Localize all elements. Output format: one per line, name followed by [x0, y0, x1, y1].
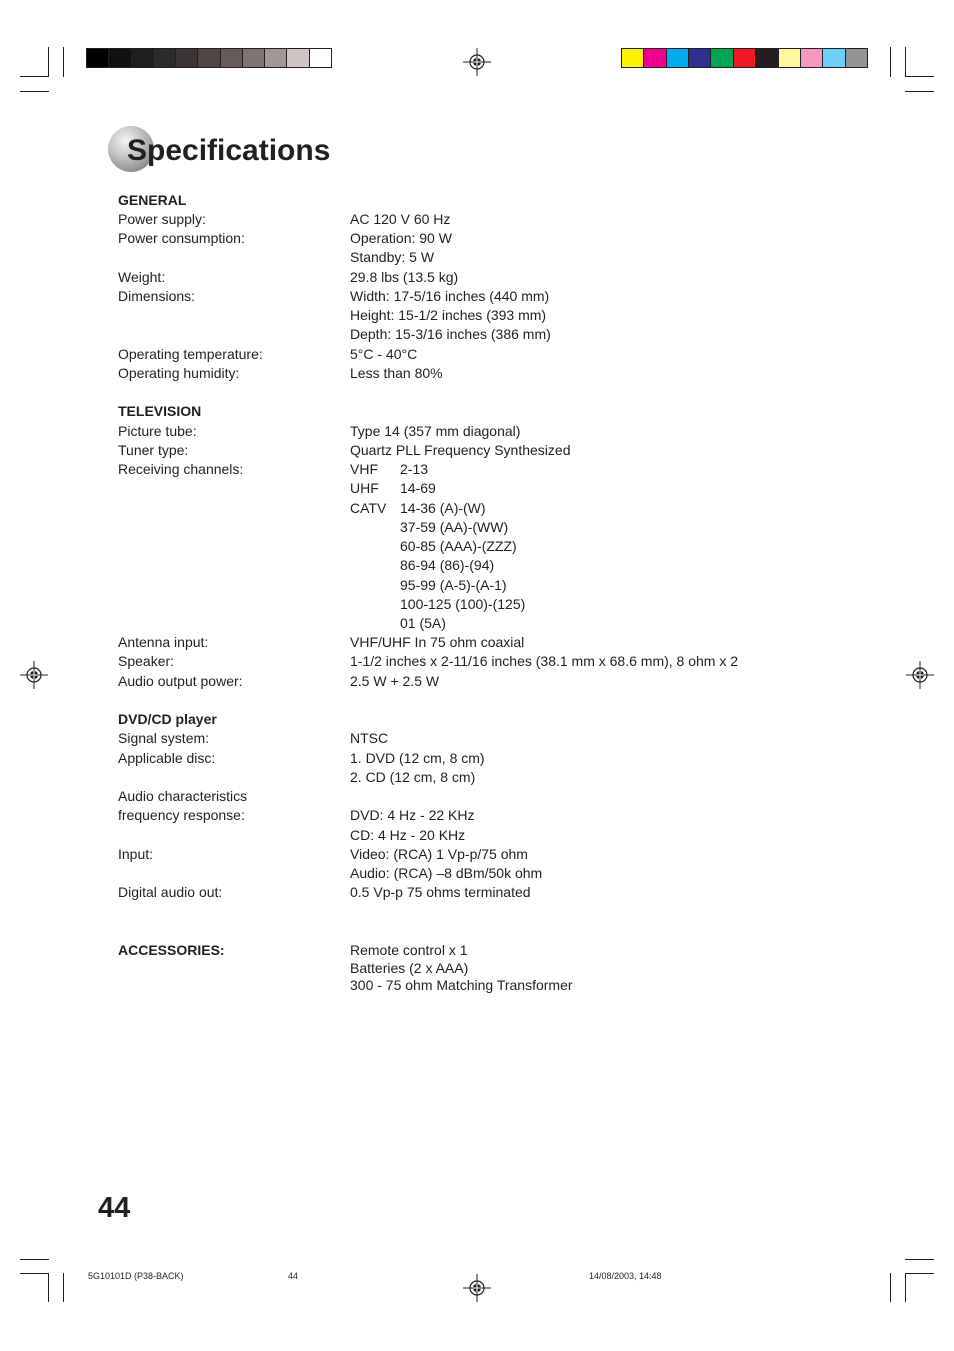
registration-mark-icon	[906, 661, 934, 689]
spec-value: Video: (RCA) 1 Vp-p/75 ohm	[350, 846, 528, 862]
spec-value: CATV	[350, 500, 387, 516]
spec-label: Audio characteristics	[118, 788, 248, 804]
accessory-item: Batteries (2 x AAA)	[350, 960, 469, 976]
color-swatch	[689, 49, 711, 67]
crop-mark	[48, 1273, 49, 1302]
spec-value: Operation: 90 W	[350, 230, 452, 246]
accessory-item: 300 - 75 ohm Matching Transformer	[350, 977, 573, 993]
spec-value: Less than 80%	[350, 365, 443, 381]
spec-label: Picture tube:	[118, 423, 197, 439]
page-title: Specifications	[127, 134, 331, 167]
spec-label: Power supply:	[118, 211, 206, 227]
color-swatch	[265, 49, 287, 67]
spec-label: Applicable disc:	[118, 750, 216, 766]
spec-value: CD: 4 Hz - 20 KHz	[350, 827, 466, 843]
spec-label: frequency response:	[118, 807, 245, 823]
color-swatch	[823, 49, 845, 67]
spec-label: Power consumption:	[118, 230, 245, 246]
color-swatch	[846, 49, 867, 67]
crop-mark	[905, 1273, 906, 1302]
spec-value: Depth: 15-3/16 inches (386 mm)	[350, 326, 551, 342]
spec-value: 5°C - 40°C	[350, 346, 418, 362]
spec-value: 0.5 Vp-p 75 ohms terminated	[350, 884, 531, 900]
catv-channel-range: 01 (5A)	[400, 615, 446, 631]
spec-value: Type 14 (357 mm diagonal)	[350, 423, 521, 439]
spec-label: Receiving channels:	[118, 461, 244, 477]
spec-value: 2. CD (12 cm, 8 cm)	[350, 769, 476, 785]
footer-timestamp: 14/08/2003, 14:48	[589, 1271, 662, 1281]
registration-mark-icon	[20, 661, 48, 689]
color-swatch	[132, 49, 154, 67]
color-swatch	[154, 49, 176, 67]
color-swatch	[287, 49, 309, 67]
spec-label: Audio output power:	[118, 673, 243, 689]
footer-page: 44	[288, 1271, 299, 1281]
crop-mark	[48, 47, 49, 77]
section-heading-television: TELEVISION	[118, 403, 202, 419]
crop-mark	[905, 47, 906, 77]
catv-channel-range: 14-36 (A)-(W)	[400, 500, 486, 516]
spec-label: Tuner type:	[118, 442, 189, 458]
color-swatch	[779, 49, 801, 67]
spec-label: Signal system:	[118, 730, 210, 746]
crop-mark	[905, 76, 934, 77]
section-heading-dvd: DVD/CD player	[118, 711, 217, 727]
section-heading-accessories: ACCESSORIES:	[118, 942, 225, 958]
color-swatch	[734, 49, 756, 67]
color-swatch	[711, 49, 733, 67]
accessory-item: Remote control x 1	[350, 942, 468, 958]
spec-value: UHF	[350, 480, 379, 496]
color-swatch	[644, 49, 666, 67]
color-swatch	[622, 49, 644, 67]
process-color-bar	[621, 48, 868, 68]
crop-mark	[20, 91, 49, 92]
color-swatch	[176, 49, 198, 67]
page-number: 44	[98, 1192, 131, 1224]
spec-value: Standby: 5 W	[350, 249, 435, 265]
spec-label: Input:	[118, 846, 154, 862]
crop-mark	[890, 47, 891, 77]
spec-value: Audio: (RCA) –8 dBm/50k ohm	[350, 865, 543, 881]
footer-file-code: 5G10101D (P38-BACK)	[88, 1271, 184, 1281]
spec-label: Operating temperature:	[118, 346, 263, 362]
spec-value: 1-1/2 inches x 2-11/16 inches (38.1 mm x 68.6 mm), 8 ohm x 2	[350, 653, 739, 669]
color-swatch	[756, 49, 778, 67]
crop-mark	[20, 1259, 49, 1260]
spec-value: 14-69	[400, 480, 436, 496]
spec-value: Width: 17-5/16 inches (440 mm)	[350, 288, 550, 304]
spec-label: Antenna input:	[118, 634, 209, 650]
crop-mark	[20, 1273, 49, 1274]
catv-channel-range: 37-59 (AA)-(WW)	[400, 519, 509, 535]
spec-value: Quartz PLL Frequency Synthesized	[350, 442, 571, 458]
color-swatch	[243, 49, 265, 67]
spec-label: Dimensions:	[118, 288, 196, 304]
color-swatch	[310, 49, 331, 67]
spec-label: Weight:	[118, 269, 166, 285]
catv-channel-range: 100-125 (100)-(125)	[400, 596, 526, 612]
catv-channel-range: 95-99 (A-5)-(A-1)	[400, 577, 507, 593]
spec-label: Speaker:	[118, 653, 175, 669]
spec-label: Operating humidity:	[118, 365, 240, 381]
crop-mark	[905, 1273, 934, 1274]
spec-label: Digital audio out:	[118, 884, 223, 900]
crop-mark	[905, 1259, 934, 1260]
spec-value: VHF/UHF In 75 ohm coaxial	[350, 634, 525, 650]
color-swatch	[221, 49, 243, 67]
section-heading-general: GENERAL	[118, 192, 187, 208]
spec-value: NTSC	[350, 730, 389, 746]
catv-channel-range: 60-85 (AAA)-(ZZZ)	[400, 538, 517, 554]
spec-value: VHF	[350, 461, 378, 477]
registration-mark-icon	[463, 1274, 491, 1302]
crop-mark	[63, 47, 64, 77]
crop-mark	[20, 76, 49, 77]
spec-value: DVD: 4 Hz - 22 KHz	[350, 807, 475, 823]
spec-value: 1. DVD (12 cm, 8 cm)	[350, 750, 485, 766]
catv-channel-range: 86-94 (86)-(94)	[400, 557, 495, 573]
spec-value: 29.8 lbs (13.5 kg)	[350, 269, 459, 285]
color-swatch	[109, 49, 131, 67]
spec-value: 2-13	[400, 461, 429, 477]
crop-mark	[63, 1273, 64, 1302]
color-swatch	[198, 49, 220, 67]
color-swatch	[87, 49, 109, 67]
crop-mark	[905, 91, 934, 92]
color-swatch	[801, 49, 823, 67]
crop-mark	[890, 1273, 891, 1302]
registration-mark-icon	[463, 48, 491, 76]
spec-value: 2.5 W + 2.5 W	[350, 673, 440, 689]
spec-value: AC 120 V 60 Hz	[350, 211, 451, 227]
color-swatch	[667, 49, 689, 67]
grayscale-color-bar	[86, 48, 332, 68]
spec-value: Height: 15-1/2 inches (393 mm)	[350, 307, 547, 323]
